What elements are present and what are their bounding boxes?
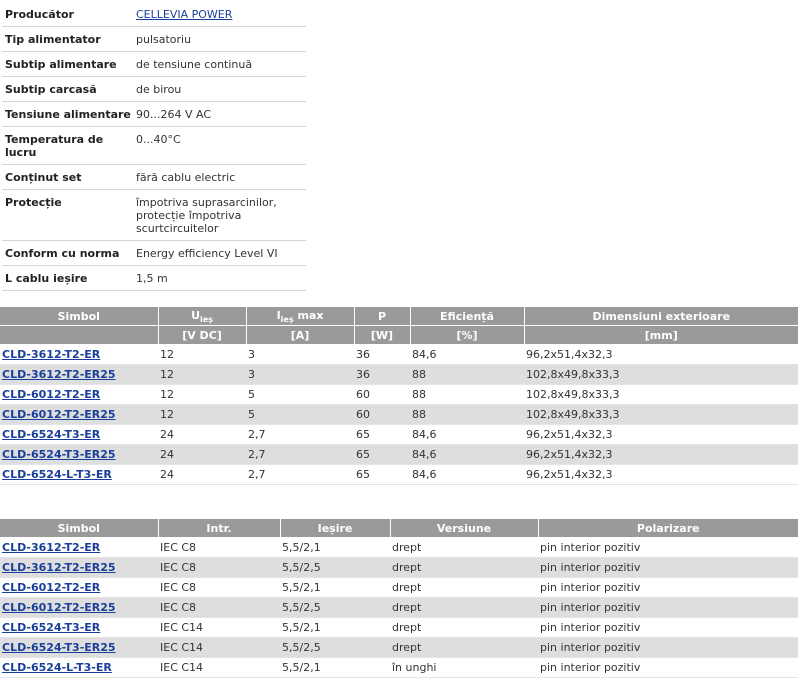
cell-simbol xyxy=(0,345,158,365)
spec-key xyxy=(2,27,133,52)
product-symbol-link[interactable]: CLD-6524-T3-ER xyxy=(2,621,101,634)
spec-value-text xyxy=(136,27,306,51)
spec-row xyxy=(2,127,306,165)
cell-dimensiuni: 102,8x49,8x33,3 xyxy=(524,365,798,385)
col-header-simbol: Simbol xyxy=(0,519,158,538)
spec-key-label: Tensiune alimentare xyxy=(5,108,131,121)
spec-value xyxy=(133,190,306,241)
spec-key-label: Conținut set xyxy=(5,171,82,184)
cell-versiune: drept xyxy=(390,558,538,578)
spec-row xyxy=(2,165,306,190)
spec-key xyxy=(2,190,133,241)
col-header-p: P xyxy=(354,307,410,326)
producer-link[interactable]: CELLEVIA POWER xyxy=(136,8,233,21)
spec-key-label: L cablu ieșire xyxy=(5,272,88,285)
cell-polarizare: pin interior pozitiv xyxy=(538,618,798,638)
cell-intrare: IEC C14 xyxy=(158,638,280,658)
cell-simbol xyxy=(0,405,158,425)
cell-p: 65 xyxy=(354,425,410,445)
cell-iies: 3 xyxy=(246,365,354,385)
spec-key xyxy=(2,2,133,27)
cell-p: 65 xyxy=(354,445,410,465)
product-symbol-link[interactable]: CLD-6012-T2-ER xyxy=(2,388,101,401)
cell-versiune: drept xyxy=(390,618,538,638)
table-row xyxy=(0,598,798,618)
spec-value-line: 1,5 m xyxy=(136,272,168,285)
spec-key xyxy=(2,52,133,77)
col-header-intrare: Intr. xyxy=(158,519,280,538)
cell-simbol xyxy=(0,538,158,558)
spec-value xyxy=(133,241,306,266)
spec-value-line: Energy efficiency Level VI xyxy=(136,247,278,260)
unit-dimensiuni: [mm] xyxy=(524,326,798,345)
cell-dimensiuni: 102,8x49,8x33,3 xyxy=(524,405,798,425)
spec-key-label: Subtip carcasă xyxy=(5,83,97,96)
spec-value-line: de birou xyxy=(136,83,182,96)
cell-versiune: drept xyxy=(390,638,538,658)
col-header-uies: $U_{ieș}$ xyxy=(158,307,246,326)
cell-p: 60 xyxy=(354,405,410,425)
cell-simbol xyxy=(0,465,158,485)
spec-key xyxy=(2,77,133,102)
cell-iesire: 5,5/2,5 xyxy=(280,638,390,658)
unit-p: [W] xyxy=(354,326,410,345)
cell-iesire: 5,5/2,1 xyxy=(280,538,390,558)
spec-value-line: 90...264 V AC xyxy=(136,108,212,121)
unit-simbol xyxy=(0,326,158,345)
connector-table xyxy=(0,519,798,678)
cell-intrare: IEC C8 xyxy=(158,558,280,578)
product-symbol-link[interactable]: CLD-6012-T2-ER xyxy=(2,581,101,594)
cell-iesire: 5,5/2,1 xyxy=(280,618,390,638)
spec-value-line: 0...40°C xyxy=(136,133,181,146)
table-row xyxy=(0,558,798,578)
product-symbol-link[interactable]: CLD-6524-L-T3-ER xyxy=(2,468,112,481)
cell-uies: 24 xyxy=(158,445,246,465)
electrical-data-table xyxy=(0,307,798,485)
cell-iies: 2,7 xyxy=(246,465,354,485)
col-header-simbol: Simbol xyxy=(0,307,158,326)
spec-row xyxy=(2,102,306,127)
spec-value-text xyxy=(136,165,306,189)
cell-polarizare: pin interior pozitiv xyxy=(538,558,798,578)
cell-polarizare: pin interior pozitiv xyxy=(538,598,798,618)
spec-row xyxy=(2,241,306,266)
spec-table xyxy=(2,2,306,291)
cell-polarizare: pin interior pozitiv xyxy=(538,578,798,598)
table-row xyxy=(0,618,798,638)
spec-key-label: Producător xyxy=(5,8,74,21)
cell-uies: 12 xyxy=(158,385,246,405)
cell-intrare: IEC C14 xyxy=(158,658,280,678)
table-row xyxy=(0,405,798,425)
cell-dimensiuni: 96,2x51,4x32,3 xyxy=(524,465,798,485)
cell-p: 65 xyxy=(354,465,410,485)
table-row xyxy=(0,538,798,558)
cell-iies: 2,7 xyxy=(246,425,354,445)
spec-value-text xyxy=(136,52,306,76)
product-symbol-link[interactable]: CLD-6012-T2-ER25 xyxy=(2,601,116,614)
product-symbol-link[interactable]: CLD-6524-T3-ER xyxy=(2,428,101,441)
cell-simbol xyxy=(0,558,158,578)
spec-row xyxy=(2,2,306,27)
col-header-eficienta: Eficiență xyxy=(410,307,524,326)
cell-simbol xyxy=(0,365,158,385)
spec-value xyxy=(133,27,306,52)
col-header-polarizare: Polarizare xyxy=(538,519,798,538)
cell-polarizare: pin interior pozitiv xyxy=(538,538,798,558)
unit-eficienta: [%] xyxy=(410,326,524,345)
cell-eficienta: 88 xyxy=(410,385,524,405)
spec-key-label: Tip alimentator xyxy=(5,33,101,46)
spec-value-line: de tensiune continuă xyxy=(136,58,253,71)
cell-eficienta: 84,6 xyxy=(410,465,524,485)
spec-key xyxy=(2,102,133,127)
spec-key-label: Subtip alimentare xyxy=(5,58,117,71)
spec-value xyxy=(133,266,306,291)
cell-dimensiuni: 102,8x49,8x33,3 xyxy=(524,385,798,405)
product-symbol-link[interactable]: CLD-6524-T3-ER25 xyxy=(2,448,116,461)
spec-key-label: Temperatura de lucru xyxy=(5,133,104,159)
unit-uies: [V DC] xyxy=(158,326,246,345)
spec-value-text xyxy=(136,77,306,101)
spec-value xyxy=(133,2,306,27)
cell-versiune: drept xyxy=(390,578,538,598)
cell-uies: 24 xyxy=(158,425,246,445)
cell-intrare: IEC C8 xyxy=(158,598,280,618)
table-row xyxy=(0,638,798,658)
spec-value-text xyxy=(136,241,306,265)
cell-versiune: drept xyxy=(390,538,538,558)
cell-simbol xyxy=(0,425,158,445)
table-header-row xyxy=(0,519,798,538)
product-symbol-link[interactable]: CLD-3612-T2-ER xyxy=(2,541,101,554)
spec-value-text xyxy=(136,190,306,240)
table-header-row xyxy=(0,307,798,326)
cell-iesire: 5,5/2,5 xyxy=(280,558,390,578)
cell-eficienta: 88 xyxy=(410,405,524,425)
col-header-iesire: Ieșire xyxy=(280,519,390,538)
spec-value xyxy=(133,52,306,77)
cell-intrare: IEC C8 xyxy=(158,538,280,558)
cell-iies: 5 xyxy=(246,385,354,405)
table-row xyxy=(0,578,798,598)
cell-uies: 12 xyxy=(158,365,246,385)
cell-intrare: IEC C14 xyxy=(158,618,280,638)
table-row xyxy=(0,365,798,385)
table-row xyxy=(0,445,798,465)
spec-key xyxy=(2,165,133,190)
cell-iesire: 5,5/2,1 xyxy=(280,658,390,678)
product-symbol-link[interactable]: CLD-6524-L-T3-ER xyxy=(2,661,112,674)
cell-uies: 12 xyxy=(158,405,246,425)
spec-value-line: fără cablu electric xyxy=(136,171,236,184)
cell-intrare: IEC C8 xyxy=(158,578,280,598)
spec-value xyxy=(133,77,306,102)
cell-dimensiuni: 96,2x51,4x32,3 xyxy=(524,425,798,445)
table-units-row xyxy=(0,326,798,345)
cell-iies: 2,7 xyxy=(246,445,354,465)
spec-value-line: pulsatoriu xyxy=(136,33,192,46)
spec-value xyxy=(133,127,306,165)
spec-row xyxy=(2,266,306,291)
product-symbol-link[interactable]: CLD-6524-T3-ER25 xyxy=(2,641,116,654)
spec-key-label: Protecție xyxy=(5,196,62,209)
spec-row xyxy=(2,77,306,102)
col-header-iies-max: $I_{ieș}$ max xyxy=(246,307,354,326)
spec-value xyxy=(133,102,306,127)
spec-key xyxy=(2,241,133,266)
cell-versiune: în unghi xyxy=(390,658,538,678)
spec-value-text xyxy=(136,127,306,151)
spec-row xyxy=(2,190,306,241)
table-row xyxy=(0,385,798,405)
table-row xyxy=(0,345,798,365)
product-symbol-link[interactable]: CLD-3612-T2-ER xyxy=(2,348,101,361)
cell-uies: 24 xyxy=(158,465,246,485)
table-row xyxy=(0,425,798,445)
spec-row xyxy=(2,52,306,77)
cell-dimensiuni: 96,2x51,4x32,3 xyxy=(524,345,798,365)
cell-versiune: drept xyxy=(390,598,538,618)
cell-uies: 12 xyxy=(158,345,246,365)
cell-polarizare: pin interior pozitiv xyxy=(538,638,798,658)
cell-iesire: 5,5/2,1 xyxy=(280,578,390,598)
cell-eficienta: 84,6 xyxy=(410,445,524,465)
cell-simbol xyxy=(0,598,158,618)
spec-value-text xyxy=(136,102,306,126)
spec-value-line: protecție împotriva scurtcircuitelor xyxy=(136,209,242,235)
cell-iesire: 5,5/2,5 xyxy=(280,598,390,618)
cell-eficienta: 84,6 xyxy=(410,345,524,365)
spec-key xyxy=(2,266,133,291)
spec-value-text xyxy=(136,2,306,26)
cell-simbol xyxy=(0,638,158,658)
table-row xyxy=(0,465,798,485)
cell-polarizare: pin interior pozitiv xyxy=(538,658,798,678)
spec-value xyxy=(133,165,306,190)
spec-value-line: împotriva suprasarcinilor, xyxy=(136,196,277,209)
cell-p: 36 xyxy=(354,365,410,385)
cell-simbol xyxy=(0,385,158,405)
cell-simbol xyxy=(0,445,158,465)
product-symbol-link[interactable]: CLD-6012-T2-ER25 xyxy=(2,408,116,421)
cell-dimensiuni: 96,2x51,4x32,3 xyxy=(524,445,798,465)
cell-eficienta: 84,6 xyxy=(410,425,524,445)
spec-key xyxy=(2,127,133,165)
cell-simbol xyxy=(0,618,158,638)
cell-p: 60 xyxy=(354,385,410,405)
cell-iies: 5 xyxy=(246,405,354,425)
unit-iies: [A] xyxy=(246,326,354,345)
col-header-versiune: Versiune xyxy=(390,519,538,538)
spec-row xyxy=(2,27,306,52)
cell-simbol xyxy=(0,578,158,598)
product-symbol-link[interactable]: CLD-3612-T2-ER25 xyxy=(2,561,116,574)
cell-iies: 3 xyxy=(246,345,354,365)
product-symbol-link[interactable]: CLD-3612-T2-ER25 xyxy=(2,368,116,381)
spec-value-text xyxy=(136,266,306,290)
cell-eficienta: 88 xyxy=(410,365,524,385)
spec-key-label: Conform cu norma xyxy=(5,247,120,260)
col-header-dimensiuni: Dimensiuni exterioare xyxy=(524,307,798,326)
cell-p: 36 xyxy=(354,345,410,365)
